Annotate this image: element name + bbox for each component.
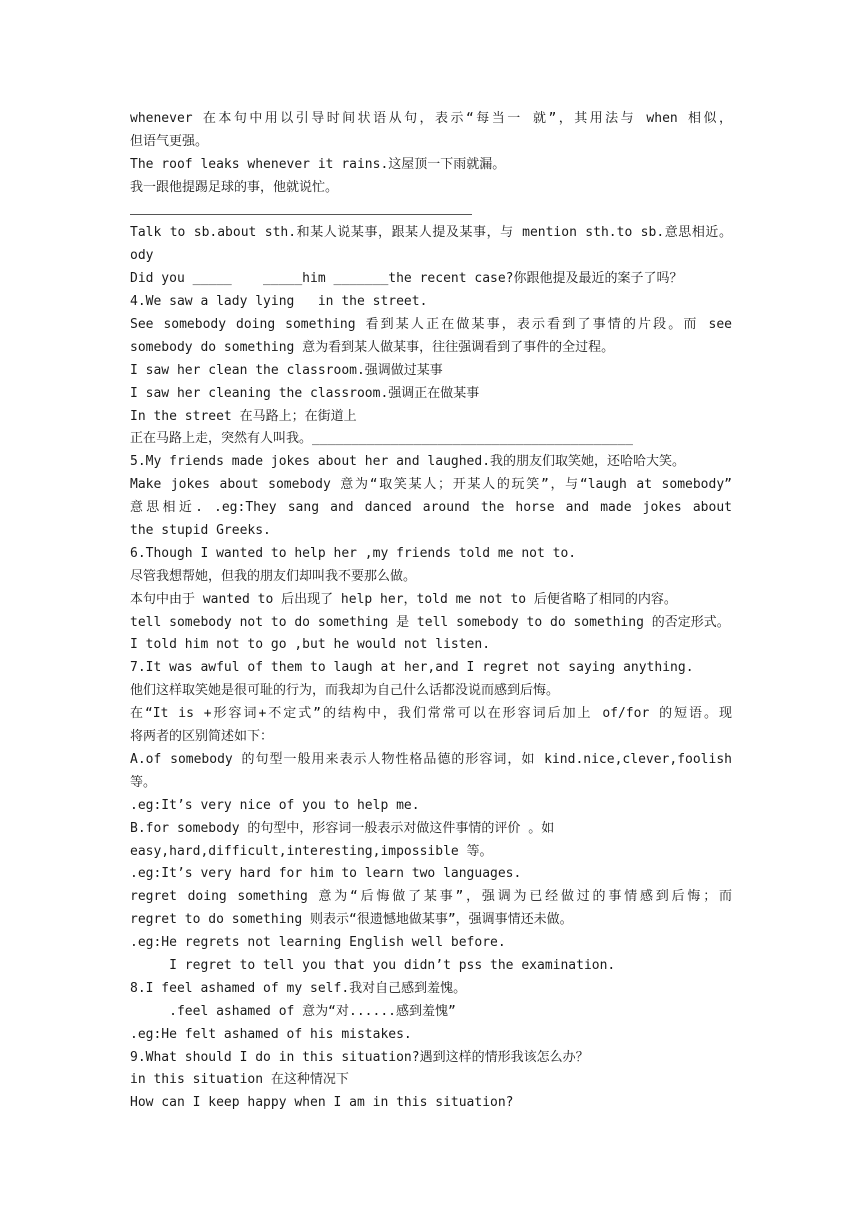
text-line: See somebody doing something 看到某人正在做某事，表示看到了事情的片段。而 see	[130, 317, 732, 333]
section-heading: 4.We saw a lady lying in the street.	[130, 294, 428, 310]
text-line: 他们这样取笑她是很可耻的行为，而我却为自己什么话都没说而感到后悔。	[130, 683, 560, 699]
text-line: A.of somebody 的句型一般用来表示人物性格品德的形容词，如 kind.nice,clever,foolish	[130, 751, 732, 767]
text-line: I told him not to go ,but he would not listen.	[130, 637, 491, 653]
answer-blank-line	[130, 200, 732, 223]
text-line: in this situation 在这种情况下	[130, 1072, 349, 1088]
document-page	[130, 108, 732, 1115]
text-line: .eg:It’s very nice of you to help me.	[130, 797, 420, 813]
text-line: regret doing something 意为“后悔做了某事”，强调为已经做过的事情感到后悔；而	[130, 889, 732, 905]
text-line: 我一跟他提踢足球的事，他就说忙。	[130, 179, 339, 195]
text-line: 在“It is +形容词+不定式”的结构中，我们常常可以在形容词后加上 of/for 的短语。现	[130, 706, 732, 722]
section-heading: 8.I feel ashamed of my self.我对自己感到羞愧。	[130, 980, 467, 996]
text-line: .feel ashamed of 意为“对......感到羞愧”	[130, 1003, 456, 1019]
text-line: How can I keep happy when I am in this situation?	[130, 1095, 514, 1111]
text-line: 等。	[130, 774, 157, 790]
text-line: 尽管我想帮她，但我的朋友们却叫我不要那么做。	[130, 568, 417, 584]
text-line: B.for somebody 的句型中，形容词一般表示对做这件事情的评价 。如	[130, 820, 555, 836]
text-line: I saw her clean the classroom.强调做过某事	[130, 362, 443, 378]
text-line: 但语气更强。	[130, 133, 209, 149]
text-line: .eg:He regrets not learning English well before.	[130, 935, 506, 951]
text-line: somebody do something 意为看到某人做某事，往往强调看到了事件的全过程。	[130, 339, 615, 355]
text-line: 本句中由于 wanted to 后出现了 help her，told me not to 后便省略了相同的内容。	[130, 591, 677, 607]
text-line: .eg:He felt ashamed of his mistakes.	[130, 1026, 412, 1042]
section-heading: 5.My friends made jokes about her and laughed.我的朋友们取笑她，还哈哈大笑。	[130, 454, 686, 470]
text-line: Did you _____ _____him _______the recent case?你跟他提及最近的案子了吗？	[130, 271, 683, 287]
text-line: whenever 在本句中用以引导时间状语从句，表示“每当一 就”，其用法与 when 相似，	[130, 111, 732, 126]
section-heading: 7.It was awful of them to laugh at her,and I regret not saying anything.	[130, 660, 694, 676]
text-line: Make jokes about somebody 意为“取笑某人；开某人的玩笑”，与“laugh at somebody”	[130, 477, 732, 493]
text-line: tell somebody not to do something 是 tell somebody to do something 的否定形式。	[130, 614, 730, 630]
text-line: Talk to sb.about sth.和某人说某事，跟某人提及某事，与 mention sth.to sb.意思相近。	[130, 225, 732, 241]
text-line: easy,hard,difficult,interesting,impossible 等。	[130, 843, 493, 859]
section-heading: 6.Though I wanted to help her ,my friends told me not to.	[130, 545, 577, 561]
text-line: 意思相近. .eg:They sang and danced around the horse and made jokes about	[130, 500, 732, 516]
section-heading: 9.What should I do in this situation?遇到这样的情形我该怎么办？	[130, 1049, 589, 1065]
text-line: In the street 在马路上；在街道上	[130, 408, 357, 424]
text-line: .eg:It’s very hard for him to learn two languages.	[130, 866, 522, 882]
text-line: The roof leaks whenever it rains.这屋顶一下雨就漏。	[130, 156, 506, 172]
text-line: 正在马路上走，突然有人叫我。_________________________________________	[130, 431, 633, 447]
text-line: regret to do something 则表示“很遗憾地做某事”，强调事情还未做。	[130, 912, 573, 928]
text-line: ody	[130, 248, 154, 264]
text-line: 将两者的区别简述如下：	[130, 729, 274, 745]
text-line: I saw her cleaning the classroom.强调正在做某事	[130, 385, 480, 401]
text-line: I regret to tell you that you didn’t pss the examination.	[130, 957, 616, 973]
text-line: the stupid Greeks.	[130, 523, 271, 539]
